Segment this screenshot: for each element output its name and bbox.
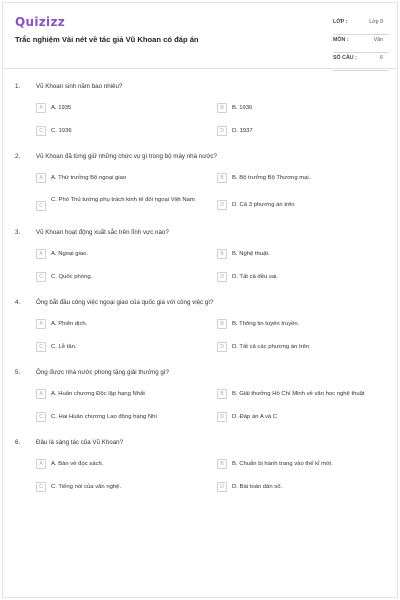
header-divider xyxy=(3,68,397,69)
option-text: B. Chuẩn bị hành trang vào thế kỉ mới. xyxy=(232,461,333,467)
option-text: A. Thứ trưởng Bộ ngoại giao xyxy=(51,175,127,181)
option-letter-box: B xyxy=(217,389,227,399)
option-text: C. Phó Thủ tướng phụ trách kinh tế đối ngoại Việt Nam xyxy=(51,197,195,203)
option-letter-box: C xyxy=(36,412,46,422)
option-letter-box: B xyxy=(217,249,227,259)
question-number: 3. xyxy=(15,229,21,236)
option-text: C. Tiếng nói của văn nghệ. xyxy=(51,484,122,490)
option-text: A. Bàn về đọc sách. xyxy=(51,461,104,467)
option-letter-box: D xyxy=(217,200,227,210)
option-text: D. Bài toán dân số. xyxy=(232,484,283,490)
option-letter-box: A xyxy=(36,389,46,399)
option-letter-box: D xyxy=(217,126,227,136)
meta-row-grade xyxy=(333,17,389,35)
meta-label: SỐ CÂU : xyxy=(333,55,357,61)
option-letter-box: C xyxy=(36,201,46,211)
option-text: C. Hai Huân chương Lao động hạng Nhì xyxy=(51,414,158,420)
option-text: D. Tất cả các phương án trên xyxy=(232,344,310,350)
question-number: 1. xyxy=(15,83,21,90)
question-number: 5. xyxy=(15,369,21,376)
option-letter-box: B xyxy=(217,173,227,183)
question-text: Vũ Khoan hoạt động xuất sắc trên lĩnh vực nào? xyxy=(36,229,169,236)
question-text: Vũ Khoan đã từng giữ những chức vụ gì trong bộ máy nhà nước? xyxy=(36,153,217,160)
option-letter-box: B xyxy=(217,459,227,469)
option-letter-box: C xyxy=(36,272,46,282)
option-text: B. Thông tin tuyên truyền. xyxy=(232,321,300,327)
option-letter-box: D xyxy=(217,412,227,422)
question-text: Vũ Khoan sinh năm bao nhiêu? xyxy=(36,83,123,90)
option-letter-box: C xyxy=(36,126,46,136)
option-letter-box: A xyxy=(36,249,46,259)
option-text: D. Đáp án A và C xyxy=(232,414,278,420)
option-text: A. Phiên dịch. xyxy=(51,321,88,327)
option-letter-box: C xyxy=(36,482,46,492)
option-letter-box: B xyxy=(217,103,227,113)
option-text: D. 1937 xyxy=(232,128,253,134)
meta-row-subject xyxy=(333,35,389,53)
option-text: B. Bộ trưởng Bộ Thương mại. xyxy=(232,175,311,181)
option-letter-box: A xyxy=(36,173,46,183)
meta-label: LỚP : xyxy=(333,19,348,25)
meta-value: Văn xyxy=(373,37,383,43)
option-letter-box: A xyxy=(36,319,46,329)
option-text: D. Cả 3 phương án trên xyxy=(232,202,295,208)
option-text: B. Nghệ thuật. xyxy=(232,251,270,257)
meta-value: Lớp 9 xyxy=(369,19,383,25)
worksheet-meta xyxy=(333,17,389,71)
question-text: Ông được nhà nước phong tặng giải thưởng gì? xyxy=(36,369,169,376)
question-number: 4. xyxy=(15,299,21,306)
worksheet-title: Trắc nghiệm Vài nét về tác giả Vũ Khoan có đáp án xyxy=(15,35,199,44)
option-letter-box: A xyxy=(36,459,46,469)
option-text: A. Ngoại giao. xyxy=(51,251,89,257)
option-text: B. Giải thưởng Hồ Chí Minh về văn học nghệ thuật xyxy=(232,391,365,397)
meta-label: MÔN : xyxy=(333,37,349,43)
option-letter-box: D xyxy=(217,482,227,492)
option-text: A. Huân chương Độc lập hạng Nhất xyxy=(51,391,145,397)
option-text: C. Quốc phòng. xyxy=(51,274,93,280)
option-letter-box: A xyxy=(36,103,46,113)
option-letter-box: D xyxy=(217,272,227,282)
option-text: C. 1936 xyxy=(51,128,72,134)
option-text: D. Tất cả đều sai. xyxy=(232,274,279,280)
option-text: A. 1935 xyxy=(51,105,72,111)
worksheet-page xyxy=(2,2,398,598)
question-text: Ông bắt đầu công việc ngoại giao của quốc gia với công việc gì? xyxy=(36,299,214,306)
option-letter-box: D xyxy=(217,342,227,352)
option-text: B. 1936 xyxy=(232,105,253,111)
option-letter-box: C xyxy=(36,342,46,352)
question-number: 2. xyxy=(15,153,21,160)
question-number: 6. xyxy=(15,439,21,446)
option-letter-box: B xyxy=(217,319,227,329)
option-text: C. Lễ tân. xyxy=(51,344,77,350)
quizizz-logo: Quizizz xyxy=(15,15,66,29)
meta-value: 6 xyxy=(380,55,383,61)
question-text: Đâu là sáng tác của Vũ Khoan? xyxy=(36,439,124,446)
